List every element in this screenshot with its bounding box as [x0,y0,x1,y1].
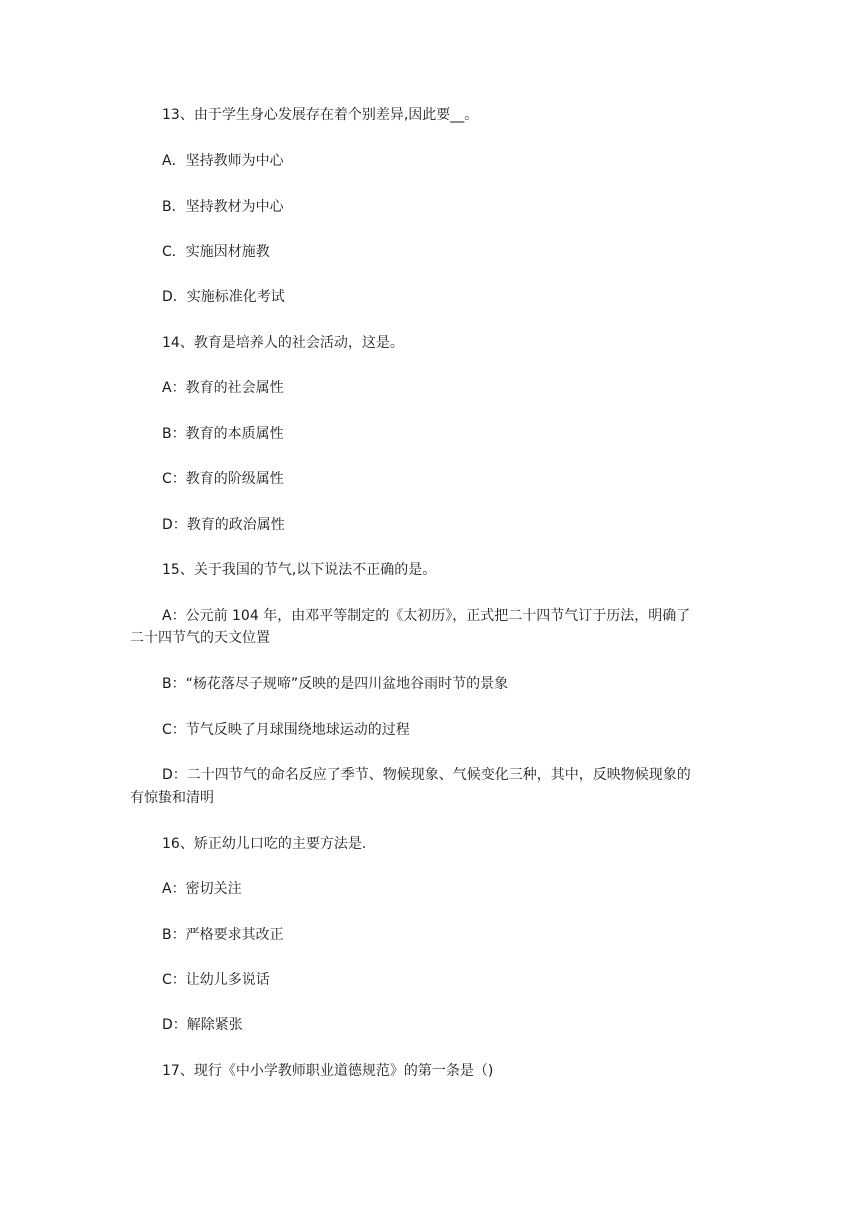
question-15-option-b: B：“杨花落尽子规啼”反映的是四川盆地谷雨时节的景象 [162,676,509,692]
question-17-stem: 17、现行《中小学教师职业道德规范》的第一条是（) [162,1063,494,1079]
question-16-stem: 16、矫正幼儿口吃的主要方法是. [162,836,367,852]
question-13-option-b: B．坚持教材为中心 [162,199,284,215]
question-15-option-d-line2: 有惊蛰和清明 [130,790,214,806]
question-14-stem: 14、教育是培养人的社会活动，这是。 [162,335,404,351]
question-14-option-d: D：教育的政治属性 [162,517,285,533]
question-15-option-c: C：节气反映了月球围绕地球运动的过程 [162,722,410,738]
question-13-stem: 13、由于学生身心发展存在着个别差异,因此要__。 [162,107,479,123]
question-14-option-b: B：教育的本质属性 [162,426,284,442]
question-14-option-c: C：教育的阶级属性 [162,471,284,487]
question-16-option-d: D：解除紧张 [162,1017,243,1033]
question-15-stem: 15、关于我国的节气,以下说法不正确的是。 [162,562,437,578]
question-15-option-a-line1: A：公元前 104 年，由邓平等制定的《太初历》，正式把二十四节气订于历法，明确了 [162,608,691,624]
question-13-option-d: D．实施标准化考试 [162,289,285,305]
question-15-option-d-line1: D：二十四节气的命名反应了季节、物候现象、气候变化三种，其中，反映物候现象的 [162,767,691,783]
question-15-option-a-line2: 二十四节气的天文位置 [130,630,270,646]
question-16-option-b: B：严格要求其改正 [162,927,284,943]
question-16-option-a: A：密切关注 [162,881,242,897]
question-16-option-c: C：让幼儿多说话 [162,972,270,988]
question-13-option-a: A．坚持教师为中心 [162,153,284,169]
question-14-option-a: A：教育的社会属性 [162,380,284,396]
question-13-option-c: C．实施因材施教 [162,244,270,260]
